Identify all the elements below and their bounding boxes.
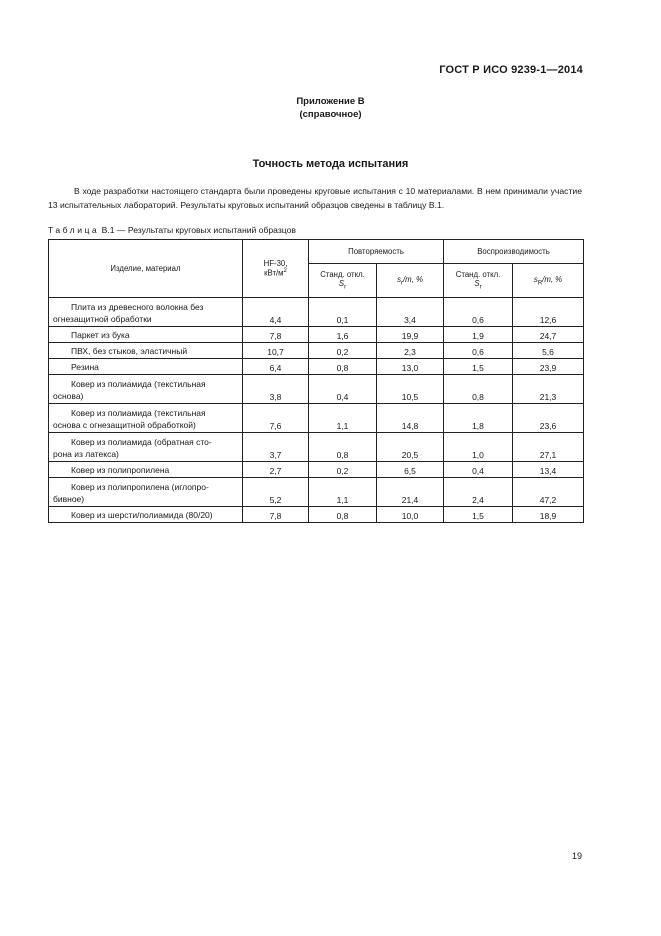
header-item: Изделие, материал xyxy=(49,240,243,298)
cell-hf: 3,7 xyxy=(243,433,309,462)
header-repeatability: Повторяемость xyxy=(309,240,444,264)
cell-sr: 0,1 xyxy=(309,298,377,327)
table-row xyxy=(49,327,584,343)
cell-sr: 0,4 xyxy=(309,375,377,404)
cell-sr: 1,1 xyxy=(309,478,377,507)
cell-hf: 7,6 xyxy=(243,404,309,433)
item-line-1: Паркет из бука xyxy=(71,330,130,340)
cell-hf: 7,8 xyxy=(243,327,309,343)
cell-sRp: 23,6 xyxy=(513,404,584,433)
header-sr-percent: $s_r/m$, % xyxy=(377,264,444,298)
cell-srp: 6,5 xyxy=(377,462,444,478)
cell-sRp: 23,9 xyxy=(513,359,584,375)
cell-sRp: 13,4 xyxy=(513,462,584,478)
item-line-2: основа с огнезащитной обработкой) xyxy=(53,420,196,430)
cell-hf: 2,7 xyxy=(243,462,309,478)
cell-sRp: 12,6 xyxy=(513,298,584,327)
cell-item xyxy=(49,404,243,433)
item-line-1: Резина xyxy=(71,362,99,372)
item-line-1: Ковер из полиамида (обратная сто- xyxy=(71,437,212,447)
cell-sRp: 18,9 xyxy=(513,507,584,523)
item-line-1: Ковер из полиамида (текстильная xyxy=(71,408,206,418)
header-reproducibility: Воспроизводимость xyxy=(444,240,584,264)
cell-hf: 3,8 xyxy=(243,375,309,404)
cell-item xyxy=(49,298,243,327)
cell-sR: 1,5 xyxy=(444,359,513,375)
intro-paragraph: В ходе разработки настоящего стандарта были проведены круговые испытания с 10 материалами. В нем принимали участие 13 испытательных лабораторий. Результаты круговых испытаний образцов сведены в таблицу В.1. xyxy=(48,186,582,210)
cell-hf: 7,8 xyxy=(243,507,309,523)
header-sR-percent: $s_R/m$, % xyxy=(513,264,584,298)
cell-sr: 1,1 xyxy=(309,404,377,433)
cell-sR: 1,8 xyxy=(444,404,513,433)
table-row xyxy=(49,507,584,523)
cell-sRp: 24,7 xyxy=(513,327,584,343)
table-row xyxy=(49,433,584,462)
cell-srp: 2,3 xyxy=(377,343,444,359)
cell-item xyxy=(49,462,243,478)
table-row xyxy=(49,478,584,507)
cell-sRp: 5,6 xyxy=(513,343,584,359)
item-line-1: Ковер из полипропилена xyxy=(71,465,170,475)
page-number: 19 xyxy=(571,851,582,861)
appendix-heading xyxy=(0,95,661,121)
item-line-2: рона из латекса) xyxy=(53,449,119,459)
table-row xyxy=(49,462,584,478)
cell-hf: 5,2 xyxy=(243,478,309,507)
document-code: ГОСТ Р ИСО 9239-1—2014 xyxy=(439,64,583,76)
table-row xyxy=(49,375,584,404)
cell-sRp: 47,2 xyxy=(513,478,584,507)
item-line-1: Ковер из полиамида (текстильная xyxy=(71,379,206,389)
cell-item xyxy=(49,375,243,404)
cell-srp: 19,9 xyxy=(377,327,444,343)
cell-sr: 0,2 xyxy=(309,462,377,478)
cell-sR: 0,4 xyxy=(444,462,513,478)
cell-hf: 6,4 xyxy=(243,359,309,375)
cell-item xyxy=(49,359,243,375)
cell-srp: 21,4 xyxy=(377,478,444,507)
cell-item xyxy=(49,478,243,507)
cell-sR: 0,8 xyxy=(444,375,513,404)
cell-hf: 4,4 xyxy=(243,298,309,327)
section-title: Точность метода испытания xyxy=(252,158,409,170)
table-row xyxy=(49,298,584,327)
cell-item xyxy=(49,343,243,359)
item-line-1: Ковер из шерсти/полиамида (80/20) xyxy=(71,510,213,520)
cell-sR: 1,5 xyxy=(444,507,513,523)
item-line-1: Ковер из полипропилена (иглопро- xyxy=(71,482,209,492)
cell-sr: 0,2 xyxy=(309,343,377,359)
cell-srp: 10,0 xyxy=(377,507,444,523)
cell-item xyxy=(49,433,243,462)
cell-srp: 20,5 xyxy=(377,433,444,462)
appendix-title: Приложение В xyxy=(296,96,365,107)
cell-sR: 2,4 xyxy=(444,478,513,507)
cell-item xyxy=(49,507,243,523)
cell-srp: 3,4 xyxy=(377,298,444,327)
cell-sRp: 27,1 xyxy=(513,433,584,462)
cell-sr: 0,8 xyxy=(309,507,377,523)
cell-sR: 0,6 xyxy=(444,343,513,359)
table-caption-label: Таблица xyxy=(48,225,100,235)
header-sR: Станд. откл. $S_r$ xyxy=(444,264,513,298)
cell-srp: 10,5 xyxy=(377,375,444,404)
header-sr: Станд. откл. $S_r$ xyxy=(309,264,377,298)
cell-srp: 14,8 xyxy=(377,404,444,433)
table-row xyxy=(49,343,584,359)
item-line-1: ПВХ, без стыков, эластичный xyxy=(71,346,188,356)
table-row xyxy=(49,404,584,433)
header-hf30: HF-30, кВт/$м^2$ xyxy=(243,240,309,298)
cell-sr: 0,8 xyxy=(309,433,377,462)
appendix-subtitle: (справочное) xyxy=(299,109,362,120)
cell-sr: 1,6 xyxy=(309,327,377,343)
cell-sR: 1,9 xyxy=(444,327,513,343)
table-row xyxy=(49,359,584,375)
table-caption xyxy=(48,225,296,235)
item-line-2: бивное) xyxy=(53,494,85,504)
item-line-2: основа) xyxy=(53,391,84,401)
cell-item xyxy=(49,327,243,343)
item-line-2: огнезащитной обработки xyxy=(53,314,152,324)
cell-srp: 13,0 xyxy=(377,359,444,375)
cell-sRp: 21,3 xyxy=(513,375,584,404)
table-caption-text: В.1 — Результаты круговых испытаний образцов xyxy=(99,225,296,235)
cell-sR: 0,6 xyxy=(444,298,513,327)
cell-sr: 0,8 xyxy=(309,359,377,375)
cell-sR: 1,0 xyxy=(444,433,513,462)
results-table xyxy=(48,239,584,523)
cell-hf: 10,7 xyxy=(243,343,309,359)
item-line-1: Плита из древесного волокна без xyxy=(71,302,204,312)
